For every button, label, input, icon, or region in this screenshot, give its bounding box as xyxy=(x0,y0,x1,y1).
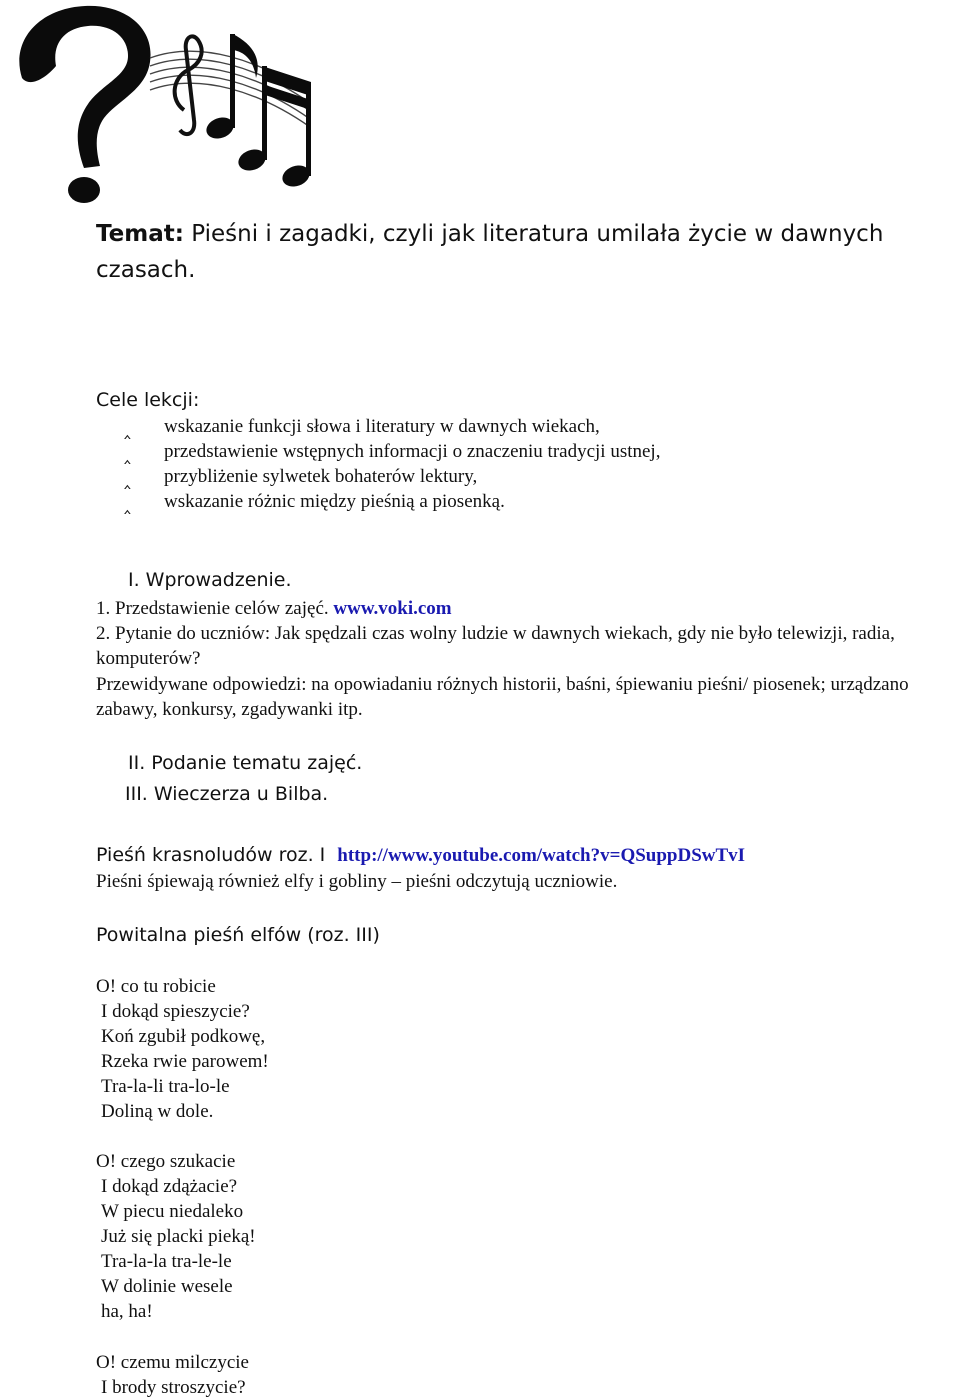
poem-line: Rzeka rwie parowem! xyxy=(101,1051,269,1072)
list-item xyxy=(124,489,660,514)
dwarf-song-label: Pieśń krasnoludów roz. I xyxy=(96,844,326,866)
poem-stanza-2 xyxy=(96,1149,256,1324)
list-item xyxy=(124,439,660,464)
point-1-text: 1. Przedstawienie celów zajęć. xyxy=(96,598,329,619)
title-text: Pieśni i zagadki, czyli jak literatura umilała życie w dawnych czasach. xyxy=(96,221,884,283)
voki-link[interactable]: www.voki.com xyxy=(333,598,452,619)
list-item xyxy=(124,464,660,489)
open-caret-bullet-icon: ‸ xyxy=(124,464,131,489)
section-1-point-2: 2. Pytanie do uczniów: Jak spędzali czas wolny ludzie w dawnych wiekach, gdy nie było telewizji, radia, komputerów? xyxy=(96,623,895,669)
open-caret-bullet-icon: ‸ xyxy=(124,439,131,464)
section-1-heading: I. Wprowadzenie. xyxy=(128,569,292,591)
poem-line: I brody stroszycie? xyxy=(101,1377,246,1398)
section-1-point-1 xyxy=(96,596,452,621)
open-caret-bullet-icon: ‸ xyxy=(124,414,131,439)
poem-line: Doliną w dole. xyxy=(101,1101,214,1122)
music-notes-icon xyxy=(203,34,312,190)
page-title xyxy=(96,216,926,288)
goals-heading: Cele lekcji: xyxy=(96,389,200,411)
poem-line: Już się placki pieką! xyxy=(101,1226,256,1247)
youtube-link[interactable]: http://www.youtube.com/watch?v=QSuppDSwTvI xyxy=(337,845,746,866)
poem-stanza-1 xyxy=(96,974,269,1124)
section-2-heading: II. Podanie tematu zajęć. xyxy=(128,752,363,774)
poem-line: W piecu niedaleko xyxy=(101,1201,244,1222)
poem-line: ha, ha! xyxy=(101,1301,153,1322)
goals-list xyxy=(124,414,660,514)
question-mark-dot xyxy=(68,177,100,203)
poem-line: I dokąd zdążacie? xyxy=(101,1176,238,1197)
elf-song-heading: Powitalna pieśń elfów (roz. III) xyxy=(96,924,380,946)
title-label: Temat: xyxy=(96,221,184,247)
section-3-heading: III. Wieczerza u Bilba. xyxy=(125,783,329,805)
poem-line: Tra-la-li tra-lo-le xyxy=(101,1076,230,1097)
goal-text: wskazanie różnic między pieśnią a piosenką. xyxy=(164,491,505,512)
section-1-answers: Przewidywane odpowiedzi: na opowiadaniu różnych historii, baśni, śpiewaniu pieśni/ piosenek; urządzano zabawy, konkursy, zgadywanki itp. xyxy=(96,674,909,720)
open-caret-bullet-icon: ‸ xyxy=(124,489,131,514)
dwarf-song-note: Pieśni śpiewają również elfy i gobliny – pieśni odczytują uczniowie. xyxy=(96,871,618,892)
poem-line: Koń zgubił podkowę, xyxy=(101,1026,266,1047)
poem-line: W dolinie wesele xyxy=(101,1276,233,1297)
dwarf-song-line xyxy=(96,842,745,868)
poem-line: O! co tu robicie xyxy=(96,976,216,997)
goal-text: przedstawienie wstępnych informacji o znaczeniu tradycji ustnej, xyxy=(164,441,661,462)
poem-stanza-3 xyxy=(96,1350,249,1400)
poem-line: I dokąd spieszycie? xyxy=(101,1001,250,1022)
list-item xyxy=(124,414,660,439)
goal-text: przybliżenie sylwetek bohaterów lektury, xyxy=(164,466,478,487)
goal-text: wskazanie funkcji słowa i literatury w dawnych wiekach, xyxy=(164,416,600,437)
poem-line: Tra-la-la tra-le-le xyxy=(101,1251,232,1272)
poem-line: O! czemu milczycie xyxy=(96,1352,249,1373)
poem-line: O! czego szukacie xyxy=(96,1151,236,1172)
question-mark-hook xyxy=(19,6,150,168)
question-mark-music-notes-icon xyxy=(0,0,320,205)
